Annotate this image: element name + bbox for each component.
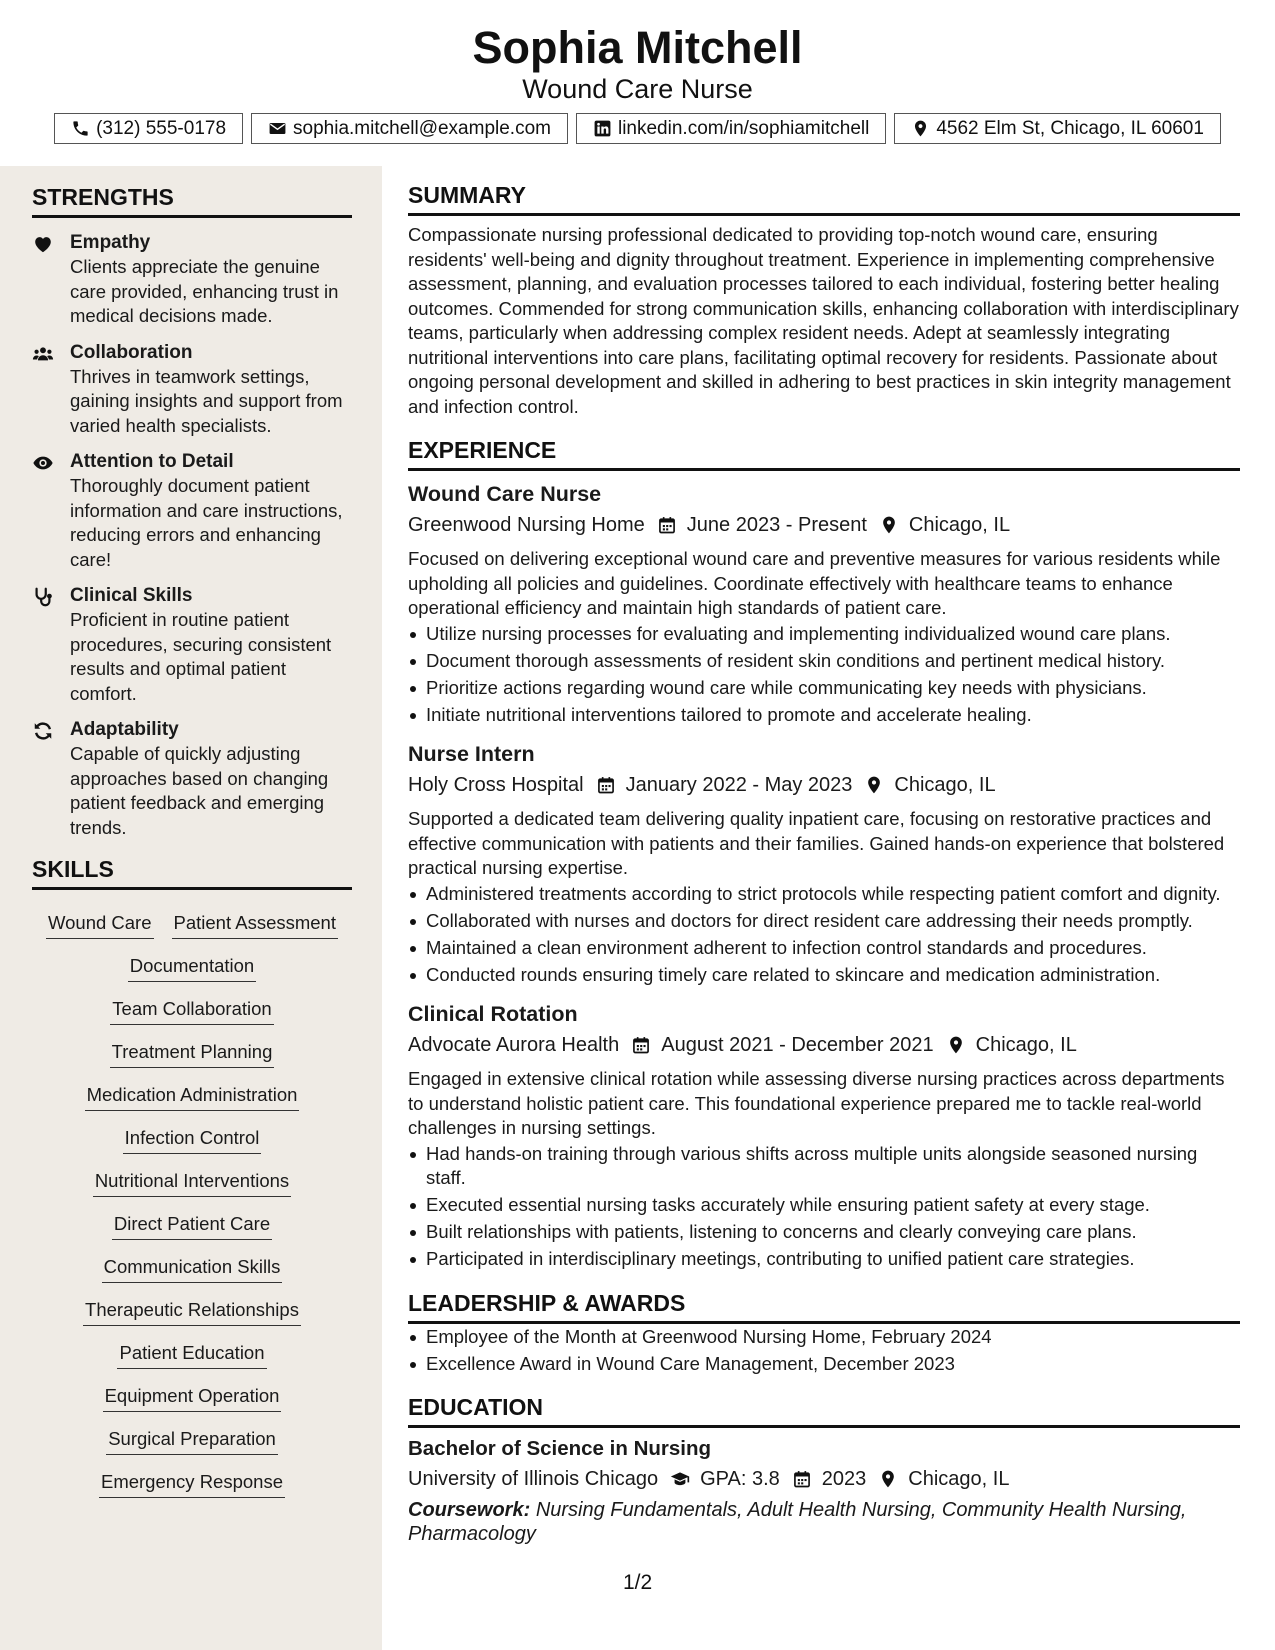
list-item: Conducted rounds ensuring timely care related to skincare and medication administration.	[408, 963, 1240, 988]
coursework	[408, 1498, 1240, 1546]
skill-tag: Equipment Operation	[103, 1383, 282, 1412]
list-item: Initiate nutritional interventions tailored to promote and accelerate healing.	[408, 703, 1240, 728]
awards-heading: LEADERSHIP & AWARDS	[408, 1288, 1240, 1324]
list-item: Maintained a clean environment adherent to infection control standards and procedures.	[408, 936, 1240, 961]
phone-icon	[71, 119, 90, 138]
contact-phone[interactable]	[54, 113, 243, 144]
list-item: Participated in interdisciplinary meetings, contributing to unified patient care strategies.	[408, 1247, 1240, 1272]
job-title: Wound Care Nurse	[408, 482, 602, 506]
job-location: Chicago, IL	[894, 774, 996, 796]
list-item: Excellence Award in Wound Care Management, December 2023	[408, 1352, 1240, 1377]
contact-text: 4562 Elm St, Chicago, IL 60601	[936, 117, 1204, 139]
skill-tag: Medication Administration	[85, 1082, 300, 1111]
job-dates: August 2021 - December 2021	[661, 1034, 934, 1056]
skill-tag: Treatment Planning	[110, 1039, 275, 1068]
contact-text: linkedin.com/in/sophiamitchell	[617, 117, 870, 139]
strength-item	[32, 583, 352, 706]
experience-heading: EXPERIENCE	[408, 435, 1240, 471]
calendar-icon	[657, 515, 677, 535]
skill-tag: Team Collaboration	[110, 996, 273, 1025]
skill-tag: Documentation	[128, 953, 256, 982]
job-location: Chicago, IL	[908, 514, 1011, 536]
resume-header	[0, 0, 1275, 166]
awards-section	[408, 1288, 1240, 1377]
job-location: Chicago, IL	[975, 1034, 1077, 1056]
coursework-list: Nursing Fundamentals, Adult Health Nursing, Community Health Nursing, Pharmacology	[408, 1499, 1187, 1545]
map-pin-icon	[864, 775, 884, 795]
map-pin-icon	[946, 1035, 966, 1055]
gpa: GPA: 3.8	[700, 1468, 780, 1490]
list-item: Built relationships with patients, listening to concerns and clearly conveying care plans.	[408, 1220, 1240, 1245]
skill-tag: Infection Control	[123, 1125, 262, 1154]
job-description: Supported a dedicated team delivering quality inpatient care, focusing on restorative practices and effective communication with patients and their families. Gained hands-on experience that bolstered practical nursing expertise.	[408, 808, 1225, 878]
job-org: Advocate Aurora Health	[408, 1034, 620, 1056]
contact-address[interactable]	[894, 113, 1221, 144]
list-item: Utilize nursing processes for evaluating and implementing individualized wound care plans.	[408, 622, 1240, 647]
candidate-name: Sophia Mitchell	[472, 22, 803, 73]
calendar-icon	[596, 775, 616, 795]
strength-desc: Proficient in routine patient procedures, securing consistent results and optimal patient comfort.	[70, 609, 332, 704]
strength-name: Adaptability	[70, 719, 179, 740]
job-title: Nurse Intern	[408, 742, 535, 766]
strength-item	[32, 449, 352, 572]
job-bullets	[408, 882, 1240, 988]
skill-tag: Patient Assessment	[172, 910, 338, 939]
linkedin-icon	[593, 119, 612, 138]
sidebar	[0, 166, 382, 1650]
education-heading: EDUCATION	[408, 1392, 1240, 1428]
skill-tag: Emergency Response	[99, 1469, 285, 1498]
strength-name: Clinical Skills	[70, 585, 193, 606]
main-content	[408, 180, 1240, 1546]
job-org: Holy Cross Hospital	[408, 774, 584, 796]
coursework-label: Coursework:	[408, 1499, 531, 1521]
strength-desc: Thoroughly document patient information and care instructions, reducing errors and enhancing care!	[70, 475, 343, 570]
job-meta	[408, 770, 1240, 800]
school-name: University of Illinois Chicago	[408, 1468, 659, 1490]
contact-linkedin[interactable]	[576, 113, 886, 144]
strength-item	[32, 340, 352, 439]
graduation-year: 2023	[821, 1468, 867, 1490]
job-description: Engaged in extensive clinical rotation while assessing diverse nursing practices across departments to understand holistic patient care. This foundational experience prepared me to tackle real-world challenges in nursing settings.	[408, 1068, 1225, 1138]
strengths-list	[32, 230, 352, 840]
skill-tag: Nutritional Interventions	[93, 1168, 291, 1197]
list-item: Collaborated with nurses and doctors for direct resident care addressing their needs promptly.	[408, 909, 1240, 934]
contact-text: sophia.mitchell@example.com	[293, 117, 551, 139]
list-item: Prioritize actions regarding wound care while communicating key needs with physicians.	[408, 676, 1240, 701]
job-meta	[408, 510, 1240, 540]
contact-bar	[0, 113, 1275, 144]
map-pin-icon	[911, 119, 930, 138]
skill-tag: Surgical Preparation	[106, 1426, 278, 1455]
heart-icon	[32, 233, 54, 255]
skill-tag: Patient Education	[117, 1340, 266, 1369]
job-bullets	[408, 1142, 1240, 1272]
refresh-icon	[32, 720, 54, 742]
contact-text: (312) 555-0178	[96, 117, 227, 139]
list-item: Administered treatments according to strict protocols while respecting patient comfort and dignity.	[408, 882, 1240, 907]
job-title: Clinical Rotation	[408, 1002, 578, 1026]
list-item: Had hands-on training through various shifts across multiple units alongside seasoned nursing staff.	[408, 1142, 1240, 1191]
calendar-icon	[631, 1035, 651, 1055]
strength-name: Attention to Detail	[70, 451, 234, 472]
candidate-title: Wound Care Nurse	[522, 74, 753, 104]
list-item: Employee of the Month at Greenwood Nursing Home, February 2024	[408, 1325, 1240, 1350]
strength-item	[32, 717, 352, 840]
summary-text: Compassionate nursing professional dedicated to providing top-notch wound care, ensuring residents' well-being and dignity throughout treatment. Experience in implementing comprehensive assessment, planning, and evaluation processes tailored to each individual, fostering better healing outcomes. Commended for strong communication skills, enhancing collaboration with interdisciplinary teams, particularly when addressing complex resident needs. Adept at seamlessly integrating nutritional interventions into care plans, facilitating optimal recovery for residents. Passionate about ongoing personal development and skilled in adhering to best practices in skin integrity management and infection control.	[408, 224, 1239, 417]
graduation-cap-icon	[670, 1469, 690, 1489]
contact-email[interactable]	[251, 113, 568, 144]
education-section	[408, 1392, 1240, 1546]
summary-section	[408, 180, 1240, 419]
users-icon	[32, 343, 54, 365]
skill-tag: Therapeutic Relationships	[83, 1297, 301, 1326]
envelope-icon	[268, 119, 287, 138]
strength-desc: Capable of quickly adjusting approaches based on changing patient feedback and emerging trends.	[70, 743, 329, 838]
page-number: 1/2	[623, 1571, 653, 1594]
skills-heading: SKILLS	[32, 854, 352, 890]
skill-tag: Communication Skills	[102, 1254, 283, 1283]
skill-tag: Wound Care	[46, 910, 154, 939]
job-org: Greenwood Nursing Home	[408, 514, 645, 536]
job-dates: January 2022 - May 2023	[625, 774, 853, 796]
job-entry	[408, 479, 1240, 727]
school-location: Chicago, IL	[908, 1468, 1010, 1490]
job-description: Focused on delivering exceptional wound care and preventive measures for various residents while upholding all policies and guidelines. Coordinate effectively with healthcare teams to enhance operational efficiency and maintain high standards of patient care.	[408, 548, 1221, 618]
experience-section	[408, 435, 1240, 1272]
calendar-icon	[792, 1469, 812, 1489]
map-pin-icon	[878, 1469, 898, 1489]
strength-item	[32, 230, 352, 329]
strength-name: Collaboration	[70, 341, 193, 363]
job-entry	[408, 739, 1240, 987]
skills-list	[32, 896, 352, 1498]
job-bullets	[408, 622, 1240, 728]
education-meta	[408, 1464, 1240, 1494]
summary-heading: SUMMARY	[408, 180, 1240, 216]
degree-title: Bachelor of Science in Nursing	[408, 1437, 712, 1460]
job-meta	[408, 1030, 1240, 1060]
strength-desc: Thrives in teamwork settings, gaining insights and support from varied health specialists.	[70, 365, 343, 436]
strength-name: Empathy	[70, 232, 151, 253]
eye-icon	[32, 452, 54, 474]
job-dates: June 2023 - Present	[686, 514, 867, 536]
awards-list	[408, 1325, 1240, 1377]
skill-tag: Direct Patient Care	[112, 1211, 272, 1240]
map-pin-icon	[879, 515, 899, 535]
list-item: Document thorough assessments of resident skin conditions and pertinent medical history.	[408, 649, 1240, 674]
strength-desc: Clients appreciate the genuine care provided, enhancing trust in medical decisions made.	[70, 256, 339, 326]
strengths-heading: STRENGTHS	[32, 182, 352, 218]
job-entry	[408, 999, 1240, 1272]
stethoscope-icon	[32, 586, 54, 608]
list-item: Executed essential nursing tasks accurately while ensuring patient safety at every stage.	[408, 1193, 1240, 1218]
